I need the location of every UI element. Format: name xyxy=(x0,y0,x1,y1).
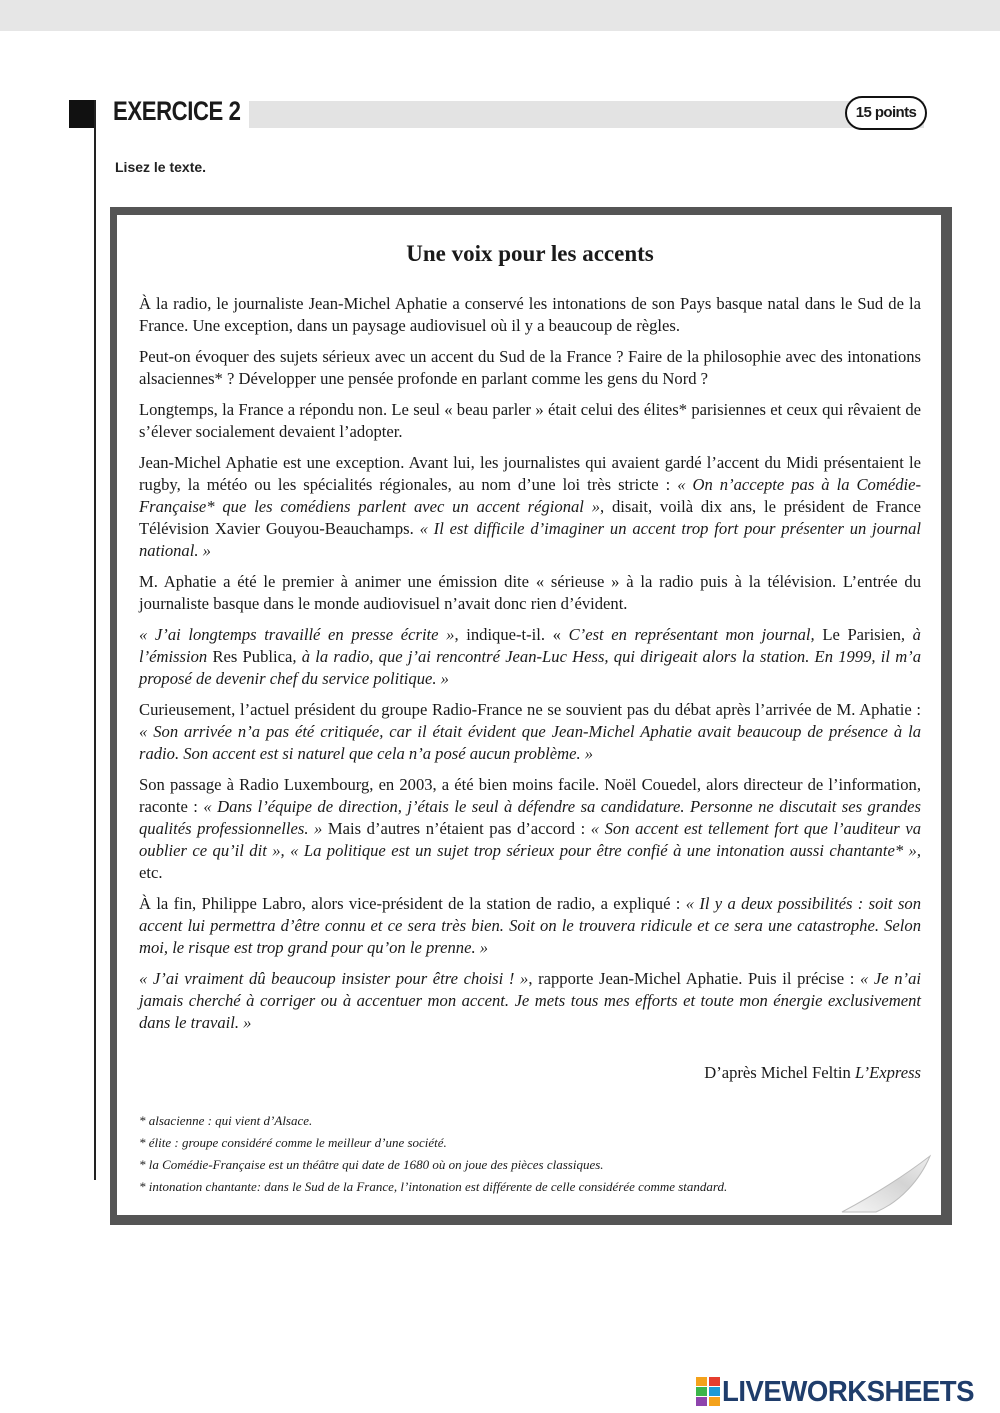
paragraph-10-quote: « Je n’ai jamais cherché à corriger ou à accentuer mon accent. Je mets tous mes efforts et toute mon énergie exclusivement dans le travail. » xyxy=(139,969,921,1032)
article-body xyxy=(139,293,921,1043)
paragraph-4-text: , disait, voilà dix ans, le président de France Télévision Xavier Gouyou-Beauchamps. xyxy=(139,497,921,538)
paragraph-6-quote: C’est en représentant mon journal, xyxy=(568,625,823,644)
paragraph-6-quote: « J’ai longtemps travaillé en presse écrite » xyxy=(139,625,455,644)
paragraph-7 xyxy=(139,699,921,765)
liveworksheets-logo xyxy=(696,1375,987,1409)
article-source xyxy=(139,1063,921,1083)
paragraph-10-quote: « J’ai vraiment dû beaucoup insister pour être choisi ! » xyxy=(139,969,529,988)
paragraph-8-text: Mais d’autres n’étaient pas d’accord : xyxy=(322,819,591,838)
paragraph-10 xyxy=(139,968,921,1034)
top-band xyxy=(0,0,1000,31)
points-badge: 15 points xyxy=(845,96,927,130)
paragraph-5: M. Aphatie a été le premier à animer une émission dite « sérieuse » à la radio puis à la télévision. L’entrée du journaliste basque dans le monde audiovisuel n’avait donc rien d’évident. xyxy=(139,572,921,613)
paragraph-6-quote: , à l’émission xyxy=(139,625,921,666)
paragraph-9-quote: « Il y a deux possibilités : soit son accent lui permettra d’être connu et ce sera très bien. Soit on le trouvera ridicule et ce sera une catastrophe. Selon moi, le risque est trop grand pour qu’on le prenne. » xyxy=(139,894,922,957)
paragraph-8-quote: « Dans l’équipe de direction, j’étais le seul à défendre sa candidature. Personne ne discutait ses grandes qualités professionnelles. » xyxy=(139,797,921,838)
source-magazine: L’Express xyxy=(854,1063,921,1082)
instruction: Lisez le texte. xyxy=(115,159,207,175)
paragraph-4-quote: « On n’accepte pas à la Comédie-Française* que les comédiens parlent avec un accent régional » xyxy=(139,475,921,516)
paragraph-6 xyxy=(139,624,921,690)
footnote: * la Comédie-Française est un théâtre qui date de 1680 où on joue des pièces classiques. xyxy=(139,1157,604,1172)
paragraph-6-text: Le Parisien xyxy=(822,625,901,644)
paragraph-6-quote: , à la radio, que j’ai rencontré Jean-Luc Hess, qui dirigeait alors la station. En 1999, il m’a proposé de devenir chef du service politique. » xyxy=(139,647,922,688)
paragraph-10-text: , rapporte Jean-Michel Aphatie. Puis il précise : xyxy=(528,969,860,988)
paragraph-4-quote: « Il est difficile d’imaginer un accent trop fort pour présenter un journal national. » xyxy=(139,519,921,560)
paragraph-8 xyxy=(139,774,921,884)
paragraph-2: Peut-on évoquer des sujets sérieux avec un accent du Sud de la France ? Faire de la philosophie avec des intonations alsaciennes* ? Développer une pensée profonde en parlant comme les gens du Nord ? xyxy=(139,347,921,388)
liveworksheets-icon xyxy=(696,1377,720,1407)
paragraph-4-text: Jean-Michel Aphatie est une exception. Avant lui, les journalistes qui avaient gardé l’accent du Midi présentaient le rugby, la météo ou les spécialités régionales, au nom d’une loi très stricte : xyxy=(139,453,921,494)
footnote: * alsacienne : qui vient d’Alsace. xyxy=(139,1113,313,1128)
paragraph-4 xyxy=(139,452,921,562)
paragraph-7-quote: « Son arrivée n’a pas été critiquée, car il était évident que Jean-Michel Aphatie avait beaucoup de présence à la radio. Son accent est si naturel que cela n’a posé aucun problème. » xyxy=(139,722,921,763)
exercise-band xyxy=(249,101,924,128)
page-curl-decoration xyxy=(838,1150,938,1216)
source-prefix: D’après Michel Feltin xyxy=(704,1063,855,1082)
paragraph-7-text: Curieusement, l’actuel président du groupe Radio-France ne se souvient pas du débat après l’arrivée de M. Aphatie : xyxy=(139,700,921,719)
paragraph-1: À la radio, le journaliste Jean-Michel Aphatie a conservé les intonations de son Pays basque natal dans le Sud de la France. Une exception, dans un paysage audiovisuel où il y a beaucoup de règles. xyxy=(139,294,921,335)
article-title: Une voix pour les accents xyxy=(406,241,654,266)
paragraph-9-text: À la fin, Philippe Labro, alors vice-président de la station de radio, a expliqué : xyxy=(139,894,686,913)
footnote: * élite : groupe considéré comme le meilleur d’une société. xyxy=(139,1135,447,1150)
liveworksheets-wordmark: LIVEWORKSHEETS xyxy=(722,1375,975,1408)
paragraph-8-text: , etc. xyxy=(139,841,921,882)
exercise-marker xyxy=(69,100,95,128)
paragraph-6-text: , indique-t-il. « xyxy=(454,625,569,644)
footnotes xyxy=(139,1110,921,1198)
paragraph-9 xyxy=(139,893,921,959)
footnote: * intonation chantante: dans le Sud de la France, l’intonation est différente de celle considérée comme standard. xyxy=(139,1179,728,1194)
exercise-title: EXERCICE 2 xyxy=(113,96,241,126)
paragraph-8-text: Son passage à Radio Luxembourg, en 2003, a été bien moins facile. Noël Couedel, alors directeur de l’information, raconte : xyxy=(139,775,921,816)
paragraph-6-text: Res Publica xyxy=(212,647,293,666)
paragraph-8-quote: « Son accent est tellement fort que l’auditeur va oublier ce qu’il dit », « La politique est un sujet trop sérieux pour être confié à une intonation aussi chantante* » xyxy=(139,819,921,860)
paragraph-3: Longtemps, la France a répondu non. Le seul « beau parler » était celui des élites* parisiennes et ceux qui rêvaient de s’élever socialement devaient l’adopter. xyxy=(139,400,921,441)
